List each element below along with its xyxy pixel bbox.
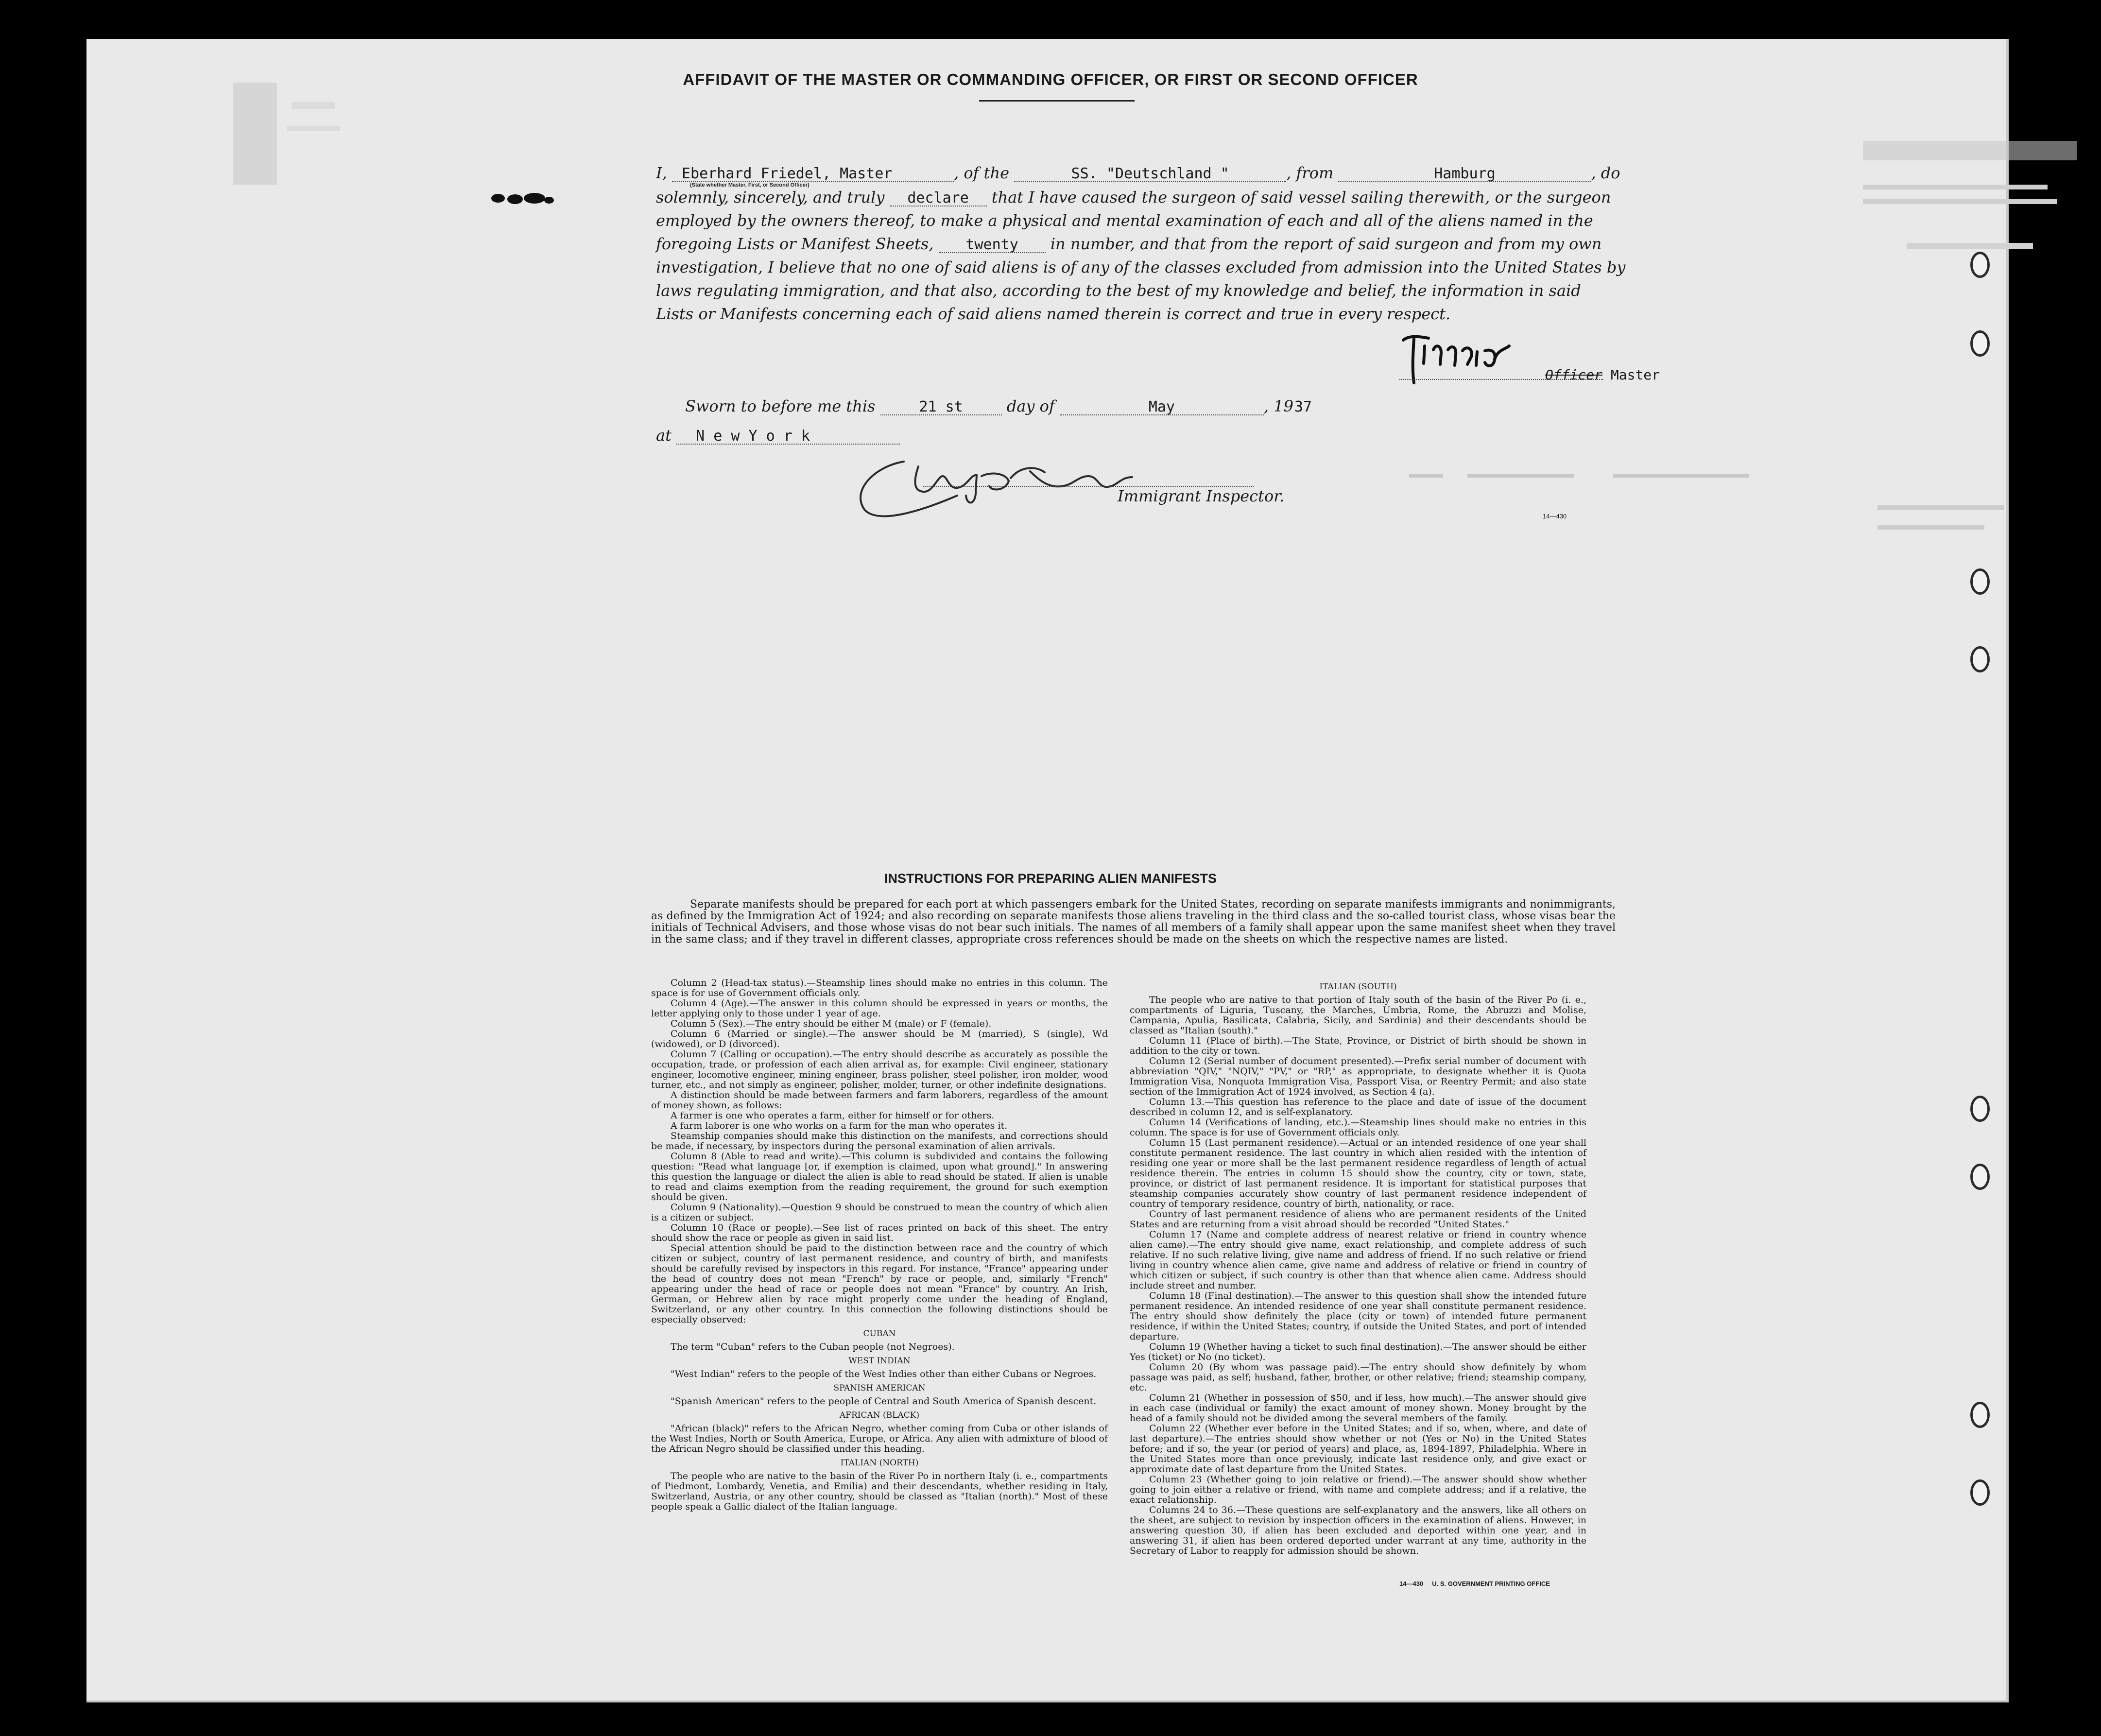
instruction-paragraph: Column 7 (Calling or occupation).—The entry should describe as accurately as possible the occupation, trade, or profession of each alien arrival as, for example: Civil engineer, stationary engineer, locomotive engineer, mining engineer, brass polisher, steel polisher, iron molder, wood turner, etc., and not simply as engineer, polisher, molder, turner, or other indefinite designations. <box>651 1049 1108 1090</box>
instructions-left-column <box>651 978 1108 1512</box>
para-italian-north: The people who are native to the basin of the River Po in northern Italy (i. e., compartments of Piedmont, Lombardy, Venetia, and Emilia) and their descendants, whether residing in Italy, Switzerland, Austria, or any other country, should be classed as "Italian (north)." Most of these people speak a Gallic dialect of the Italian language. <box>651 1471 1108 1512</box>
ghost-text-marks <box>1848 39 2101 573</box>
instruction-paragraph: Column 14 (Verifications of landing, etc.).—Steamship lines should make no entries in this column. The space is for use of Government officials only. <box>1130 1117 1586 1138</box>
instruction-paragraph: A distinction should be made between farmers and farm laborers, regardless of the amount of money shown, as follows: <box>651 1090 1108 1111</box>
instruction-paragraph: Column 20 (By whom was passage paid).—The entry should show definitely by whom passage was paid, as self; husband, father, brother, or other relative; friend; steamship company, etc. <box>1130 1362 1586 1393</box>
sworn-line <box>685 398 1313 415</box>
from-text: , from <box>1286 164 1334 182</box>
officer-hint: (State whether Master, First, or Second Officer) <box>690 182 809 188</box>
left-paragraphs <box>651 978 1108 1325</box>
affidavit-line-4 <box>656 236 1602 253</box>
binder-hole <box>1970 568 1990 595</box>
para-italian-south: The people who are native to that portion of Italy south of the basin of the River Po (i. e., compartments of Liguria, Tuscany, the Marches, Umbria, Rome, the Abruzzi and Molise, Campania, Apulia, Basilicata, Calabria, Sicily, and Sardinia) and their descendants should be classed as "Italian (south)." <box>1130 995 1586 1036</box>
signature-title <box>1545 367 1660 383</box>
line-2-b: that I have caused the surgeon of said vessel sailing therewith, or the surgeon <box>991 188 1611 206</box>
heading-african: AFRICAN (BLACK) <box>839 1410 920 1420</box>
instruction-paragraph: Column 21 (Whether in possession of $50, and if less, how much).—The answer should give in each case (individual or family) the exact amount of money shown. Money brought by the head of a family should not be divided among the several members of the family. <box>1130 1392 1586 1424</box>
instruction-paragraph: Column 23 (Whether going to join relative or friend).—The answer should show whether going to join either a relative or friend, with name and complete address; and if a relative, the exact relationship. <box>1130 1474 1586 1505</box>
ink-blot <box>488 189 556 208</box>
vessel-field: SS. "Deutschland " <box>1014 167 1286 182</box>
do-text: , do <box>1591 164 1620 182</box>
footer-printer: U. S. GOVERNMENT PRINTING OFFICE <box>1432 1580 1550 1587</box>
affidavit-line-6: laws regulating immigration, and that also, according to the best of my knowledge and belief, the information in said <box>656 281 1581 300</box>
at-text: at <box>656 426 672 445</box>
instruction-paragraph: Column 5 (Sex).—The entry should be either M (male) or F (female). <box>671 1018 992 1029</box>
affidavit-title: AFFIDAVIT OF THE MASTER OR COMMANDING OFFICER, OR FIRST OR SECOND OFFICER <box>683 70 1418 88</box>
heading-spanish-american: SPANISH AMERICAN <box>833 1383 926 1393</box>
binder-hole <box>1970 1402 1990 1428</box>
form-number: 14—430 <box>1543 513 1567 520</box>
instruction-paragraph: Column 11 (Place of birth).—The State, Province, or District of birth should be shown in addition to the city or town. <box>1130 1035 1586 1056</box>
instruction-paragraph: Column 8 (Able to read and write).—This column is subdivided and contains the following question: "Read what language [or, if exemption is claimed, upon what ground]." In answering this question the language or dialect the alien is able to read should be stated. If alien is unable to read and claims exemption from the reading requirement, the ground for such exemption should be given. <box>651 1151 1108 1203</box>
instructions-title: INSTRUCTIONS FOR PREPARING ALIEN MANIFESTS <box>884 871 1217 886</box>
binder-hole <box>1970 252 1990 278</box>
instruction-paragraph: Column 18 (Final destination).—The answer to this question shall show the intended future permanent residence. An intended residence of one year shall constitute permanent residence. The entry should show definitely the place (city or town) of intended future permanent residence, if within the United States; country, if outside the United States, and port of intended departure. <box>1130 1290 1586 1342</box>
struck-title: Officer <box>1545 367 1603 383</box>
month-field: May <box>1060 400 1264 415</box>
year-prefix: , 19 <box>1263 397 1293 415</box>
heading-west-indian: WEST INDIAN <box>848 1356 911 1366</box>
affidavit-line-3: employed by the owners thereof, to make a physical and mental examination of each and all of the aliens named in the <box>656 211 1593 230</box>
master-title: Master <box>1610 367 1660 383</box>
adjacent-sheet-ghost <box>1848 39 2101 573</box>
title-rule <box>979 100 1135 102</box>
officer-name-field: Eberhard Friedel, Master <box>672 167 954 182</box>
sworn-text: Sworn to before me this <box>685 397 876 415</box>
instruction-paragraph: Column 13.—This question has reference to the place and date of issue of the document described in column 12, and is self-explanatory. <box>1130 1097 1586 1117</box>
instruction-paragraph: Special attention should be paid to the distinction between race and the country of which citizen or subject, country of last permanent residence, and country of birth, and manifests should be carefully revised by inspectors in this regard. For instance, "France" appearing under the head of country does not mean "French" by race or people, and, similarly "French" appearing under the head of race or people does not mean "France" by country. An Irish, German, or Hebrew alien by race might properly come under the heading of England, Switzerland, or any other country. In this connection the following distinctions should be especially observed: <box>651 1243 1108 1325</box>
inspector-label: Immigrant Inspector. <box>1118 487 1285 505</box>
affidavit-line-1 <box>656 165 1620 182</box>
para-cuban: The term "Cuban" refers to the Cuban people (not Negroes). <box>671 1341 955 1352</box>
line-2-a: solemnly, sincerely, and truly <box>656 188 885 206</box>
footer-form: 14—430 <box>1399 1580 1424 1587</box>
port-field: Hamburg <box>1338 167 1591 182</box>
affidavit-line-2 <box>656 189 1611 206</box>
place-field: N e w Y o r k <box>676 429 900 445</box>
para-west-indian: "West Indian" refers to the people of the West Indies other than either Cubans or Negroes. <box>671 1369 1097 1379</box>
instruction-paragraph: Country of last permanent residence of aliens who are permanent residents of the United States and are returning from a visit abroad should be recorded "United States." <box>1130 1209 1586 1230</box>
instruction-paragraph: Column 19 (Whether having a ticket to such final destination).—The answer should be either Yes (ticket) or No (no ticket). <box>1130 1341 1586 1362</box>
instruction-paragraph: Column 6 (Married or single).—The answer should be M (married), S (single), Wd (widowed), or D (divorced). <box>651 1029 1108 1049</box>
instruction-paragraph: Column 10 (Race or people).—See list of races printed on back of this sheet. The entry should show the race or people as given in said list. <box>651 1222 1108 1243</box>
instructions-intro: Separate manifests should be prepared for each port at which passengers embark for the United States, recording on separate manifests immigrants and nonimmigrants, as defined by the Immigration Act of 1924; and also recording on separate manifests those aliens traveling in the third class and the so-called tourist class, whose visas bear the initials of Technical Advisers, and those whose visas do not bear such initials. The names of all members of a family shall appear upon the same manifest sheet when they travel in the same class; and if they travel in different classes, appropriate cross references should be made on the sheets on which the respective names are listed. <box>651 898 1616 945</box>
ghost-lines-right <box>1409 469 1846 488</box>
sheets-count-field: twenty <box>939 238 1046 253</box>
master-signature <box>1395 321 1526 389</box>
para-african: "African (black)" refers to the African Negro, whether coming from Cuba or other islands of the West Indies, North or South America, Europe, or Africa. Any alien with admixture of blood of the African Negro should be classified under this heading. <box>651 1423 1108 1454</box>
binder-hole <box>1970 330 1990 357</box>
pronoun: I, <box>656 164 667 182</box>
affidavit-line-7: Lists or Manifests concerning each of said aliens named therein is correct and true in every respect. <box>656 305 1451 323</box>
binder-hole <box>1970 1164 1990 1190</box>
binder-hole <box>1970 1479 1990 1506</box>
heading-italian-south: ITALIAN (SOUTH) <box>1319 982 1397 992</box>
instruction-paragraph: Column 17 (Name and complete address of nearest relative or friend in country whence alien came).—The entry should give name, exact relationship, and complete address of such relative. If no such relative living, give name and address of friend. If no such relative or friend living in country whence alien came, give name and address of relative or friend in country of which citizen or subject, if such country is other than that whence alien came. Address should include street and number. <box>1130 1229 1586 1291</box>
affidavit-line-5: investigation, I believe that no one of said aliens is of any of the classes excluded from admission into the United States by <box>656 258 1626 276</box>
declare-field: declare <box>890 191 987 206</box>
day-field: 21 st <box>880 400 1002 415</box>
heading-cuban: CUBAN <box>863 1329 896 1339</box>
instruction-paragraph: Column 22 (Whether ever before in the United States; and if so, when, where, and date of last departure).—The entries should show whether or not (Yes or No) in the United States before; and if so, the year (or period of years) and place, as, 1894-1897, Philadelphia. Where in the United States more than once previously, indicate last residence only, and give exact or approximate date of last departure from the United States. <box>1130 1423 1586 1475</box>
day-of-text: day of <box>1006 397 1055 415</box>
para-spanish-american: "Spanish American" refers to the people of Central and South America of Spanish descent. <box>671 1396 1097 1407</box>
instruction-paragraph: Steamship companies should make this distinction on the manifests, and corrections should be made, if necessary, by inspectors during the personal examination of alien arrivals. <box>651 1131 1108 1152</box>
ghost-stamp-left <box>204 73 350 199</box>
instruction-paragraph: A farmer is one who operates a farm, either for himself or for others. <box>671 1110 995 1121</box>
instruction-paragraph: Column 9 (Nationality).—Question 9 should be construed to mean the country of which alien is a citizen or subject. <box>651 1202 1108 1223</box>
instruction-paragraph: Columns 24 to 36.—These questions are self-explanatory and the answers, like all others on the sheet, are subject to revision by inspection officers in the examination of aliens. However, in answering question 30, if alien has been excluded and deported within one year, and in answering 31, if alien has been ordered deported under warrant at any time, authority in the Secretary of Labor to reapply for admission should be shown. <box>1130 1505 1586 1556</box>
right-paragraphs <box>1130 1036 1586 1556</box>
line-4-a: foregoing Lists or Manifest Sheets, <box>656 235 934 253</box>
heading-italian-north: ITALIAN (NORTH) <box>840 1458 919 1468</box>
line-4-b: in number, and that from the report of said surgeon and from my own <box>1050 235 1602 253</box>
footer-form-number <box>1399 1580 1550 1587</box>
instruction-paragraph: Column 4 (Age).—The answer in this column should be expressed in years or months, the letter applying only to those under 1 year of age. <box>651 998 1108 1019</box>
instructions-right-column <box>1130 978 1586 1556</box>
binder-hole <box>1970 646 1990 672</box>
instruction-paragraph: A farm laborer is one who works on a farm for the man who operates it. <box>671 1120 1008 1131</box>
instruction-paragraph: Column 15 (Last permanent residence).—Actual or an intended residence of one year shall constitute permanent residence. The last country in which alien resided with the intention of residing one year or more shall be the last permanent residence regardless of length of actual residence therein. The entries in column 15 should show the country, city or town, state, province, or district of last permanent residence. It is important for statistical purposes that steamship companies accurately show country of last permanent residence independent of country of temporary residence, country of birth, nationality, or race. <box>1130 1137 1586 1209</box>
of-the-text: , of the <box>953 164 1010 182</box>
year-field: 37 <box>1294 398 1312 415</box>
binder-hole <box>1970 1096 1990 1122</box>
instruction-paragraph: Column 2 (Head-tax status).—Steamship lines should make no entries in this column. The space is for use of Government officials only. <box>651 978 1108 998</box>
instruction-paragraph: Column 12 (Serial number of document presented).—Prefix serial number of document with abbreviation "QIV," "NQIV," "PV," or "RP," as appropriate, to designate whether it is Quota Immigration Visa, Nonquota Immigration Visa, Passport Visa, or Reentry Permit; and also state section of the Immigration Act of 1924 involved, as Section 4 (a). <box>1130 1056 1586 1097</box>
place-line <box>656 428 900 445</box>
